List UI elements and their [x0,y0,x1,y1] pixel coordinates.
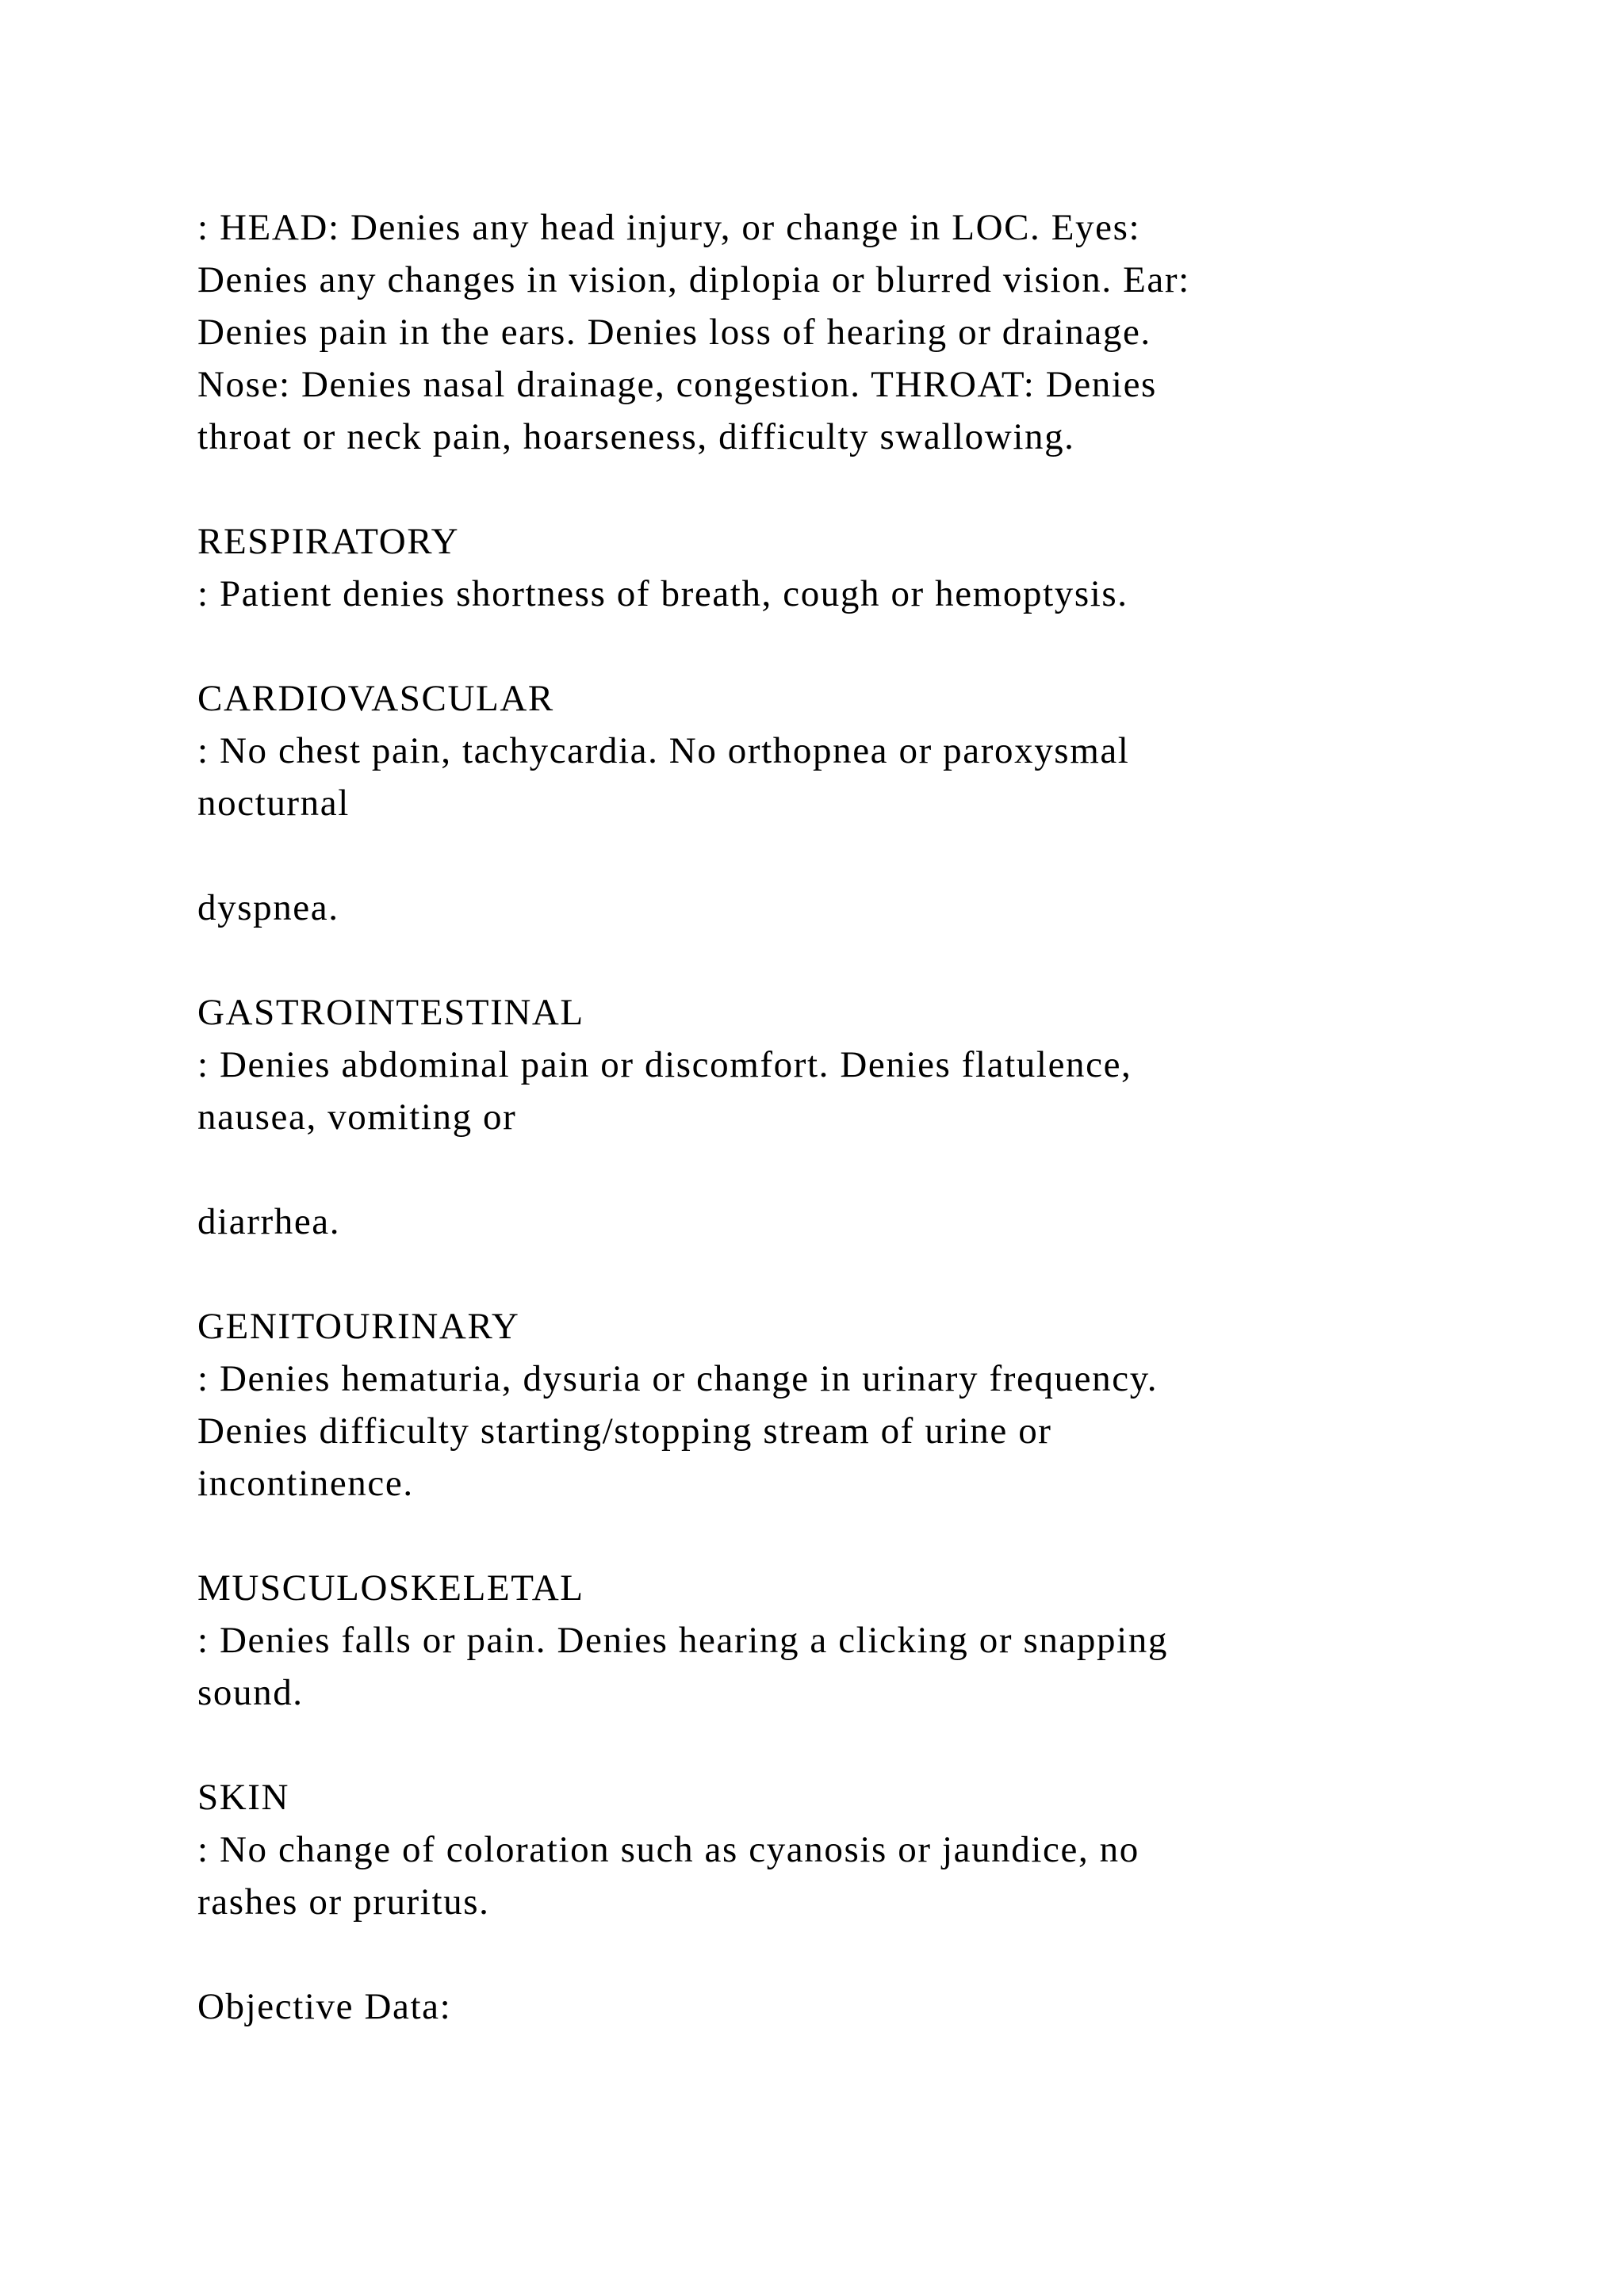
skin-heading: SKIN [197,1777,290,1818]
genitourinary-text: incontinence. [197,1463,414,1504]
cardiovascular-heading: CARDIOVASCULAR [197,678,554,719]
head-review-line: Nose: Denies nasal drainage, congestion. THROAT: Denies [197,364,1157,405]
cardiovascular-text: dyspnea. [197,887,339,928]
gastrointestinal-text: nausea, vomiting or [197,1096,517,1138]
genitourinary-heading: GENITOURINARY [197,1306,520,1347]
head-review-line: Denies any changes in vision, diplopia or blurred vision. Ear: [197,259,1190,300]
genitourinary-text: : Denies hematuria, dysuria or change in urinary frequency. [197,1358,1159,1399]
head-review-line: throat or neck pain, hoarseness, difficulty swallowing. [197,416,1075,457]
head-review-line: : HEAD: Denies any head injury, or change in LOC. Eyes: [197,207,1141,248]
cardiovascular-text: : No chest pain, tachycardia. No orthopnea or paroxysmal [197,730,1130,771]
gastrointestinal-text: : Denies abdominal pain or discomfort. Denies flatulence, [197,1044,1132,1085]
objective-data-heading: Objective Data: [197,1986,452,2027]
skin-text: : No change of coloration such as cyanosis or jaundice, no [197,1829,1139,1870]
respiratory-heading: RESPIRATORY [197,521,460,562]
gastrointestinal-heading: GASTROINTESTINAL [197,992,584,1033]
cardiovascular-text: nocturnal [197,783,350,824]
genitourinary-text: Denies difficulty starting/stopping stream of urine or [197,1410,1052,1452]
respiratory-text: : Patient denies shortness of breath, cough or hemoptysis. [197,573,1128,614]
skin-text: rashes or pruritus. [197,1881,490,1923]
musculoskeletal-text: sound. [197,1672,304,1713]
musculoskeletal-text: : Denies falls or pain. Denies hearing a clicking or snapping [197,1620,1168,1661]
gastrointestinal-text: diarrhea. [197,1201,341,1242]
head-review-line: Denies pain in the ears. Denies loss of hearing or drainage. [197,312,1151,353]
musculoskeletal-heading: MUSCULOSKELETAL [197,1567,584,1609]
